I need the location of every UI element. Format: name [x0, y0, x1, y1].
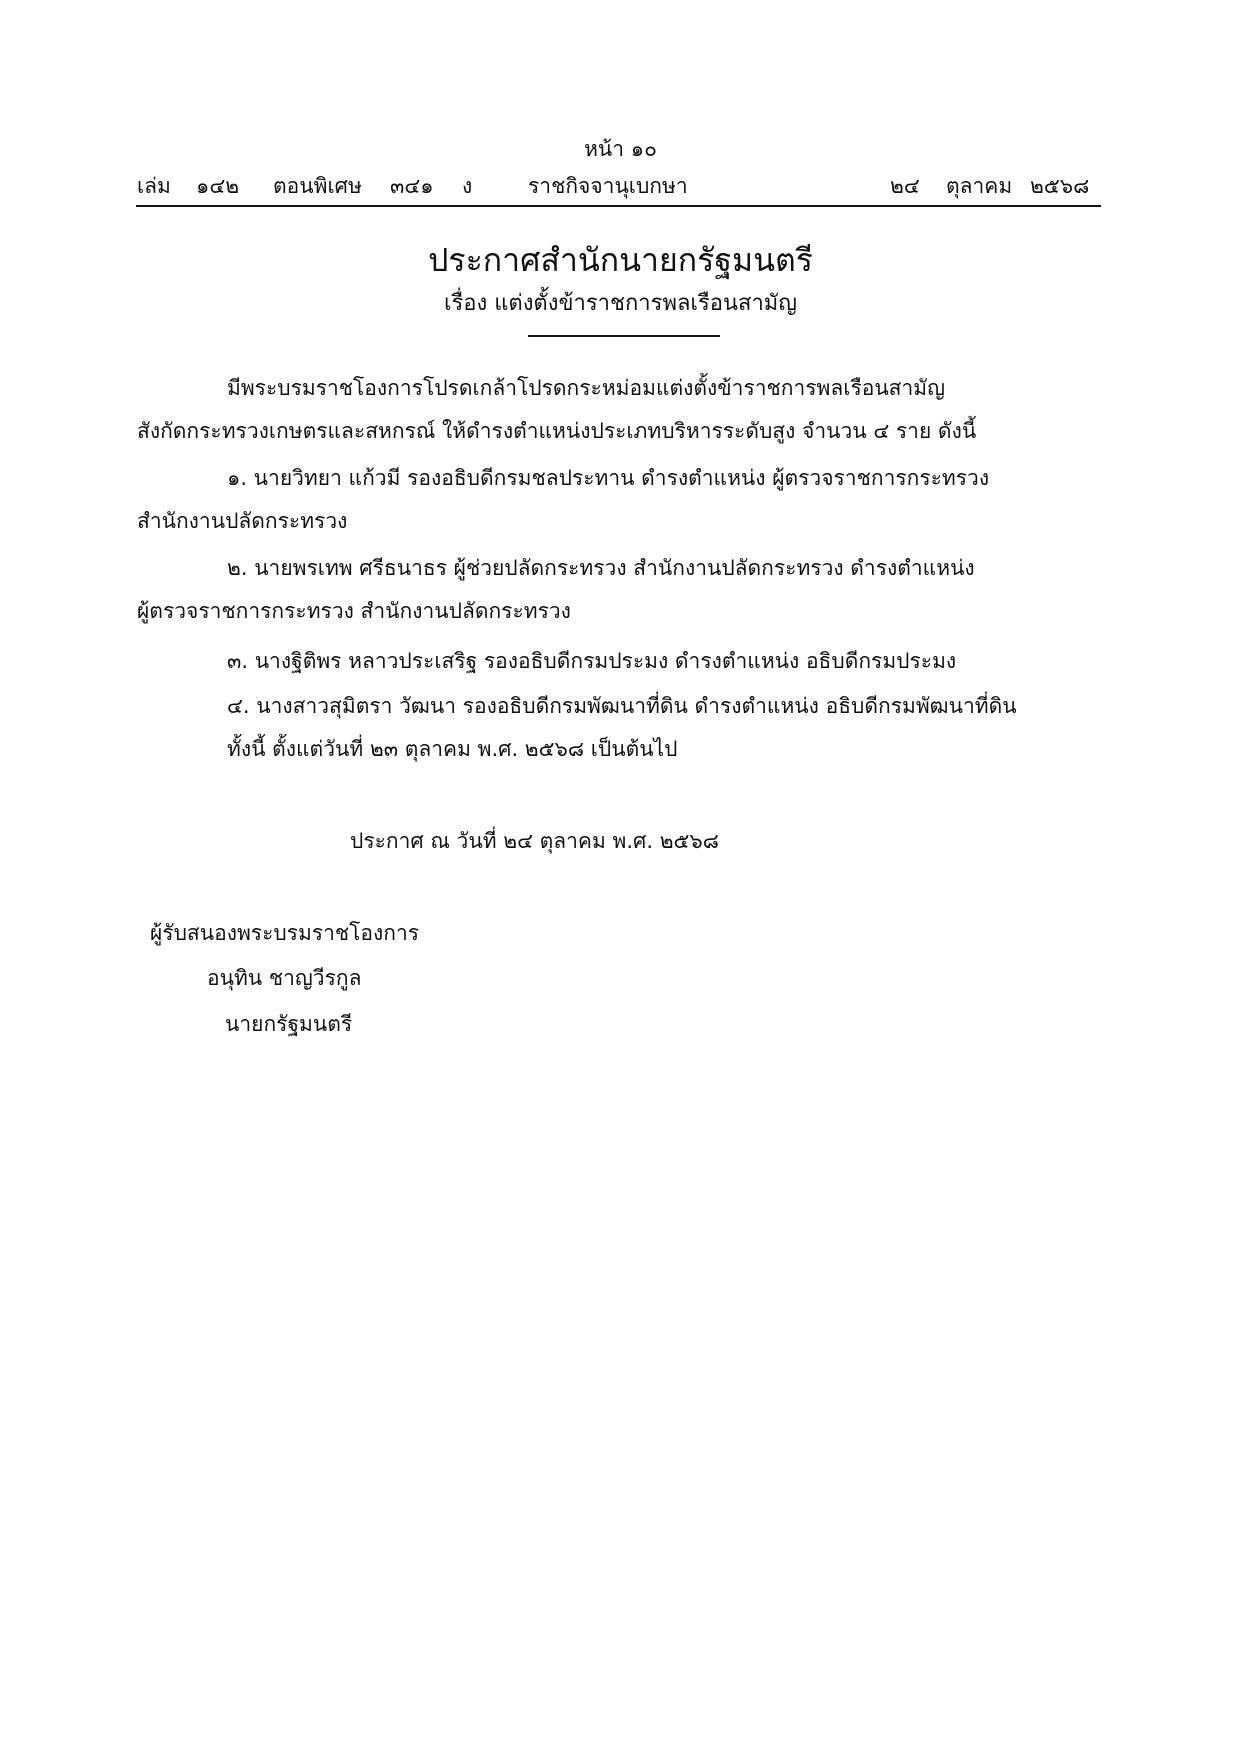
item-2-line-2: ผู้ตรวจราชการกระทรวง สำนักงานปลัดกระทรวง [137, 599, 571, 623]
volume-number: ๑๔๒ [196, 174, 240, 198]
header-divider [136, 205, 1101, 207]
countersign-label: ผู้รับสนองพระบรมราชโองการ [150, 921, 420, 945]
item-2-line-1: ๒. นายพรเทพ ศรีธนาธร ผู้ช่วยปลัดกระทรวง สำนักงานปลัดกระทรวง ดำรงตำแหน่ง [227, 556, 975, 580]
section-letter: ง [462, 174, 473, 198]
document-subject: เรื่อง แต่งตั้งข้าราชการพลเรือนสามัญ [443, 291, 798, 316]
item-1-line-1: ๑. นายวิทยา แก้วมี รองอธิบดีกรมชลประทาน ดำรงตำแหน่ง ผู้ตรวจราชการกระทรวง [227, 466, 990, 490]
volume-label: เล่ม [137, 174, 171, 198]
section-number: ๓๔๑ [390, 174, 434, 198]
header-date-day: ๒๔ [890, 174, 920, 198]
header-date-month: ตุลาคม [946, 174, 1013, 198]
intro-line-2: สังกัดกระทรวงเกษตรและสหกรณ์ ให้ดำรงตำแหน่งประเภทบริหารระดับสูง จำนวน ๔ ราย ดังนี้ [137, 419, 977, 443]
item-4-line-1: ๔. นางสาวสุมิตรา วัฒนา รองอธิบดีกรมพัฒนาที่ดิน ดำรงตำแหน่ง อธิบดีกรมพัฒนาที่ดิน [227, 694, 1017, 718]
section-label: ตอนพิเศษ [273, 174, 362, 198]
item-3-line-1: ๓. นางฐิติพร หลาวประเสริฐ รองอธิบดีกรมประมง ดำรงตำแหน่ง อธิบดีกรมประมง [227, 649, 957, 673]
signer-title: นายกรัฐมนตรี [225, 1012, 353, 1036]
title-divider [528, 335, 720, 337]
publication-name: ราชกิจจานุเบกษา [528, 174, 688, 198]
page-number: หน้า ๑๐ [584, 137, 657, 161]
effective-date: ทั้งนี้ ตั้งแต่วันที่ ๒๓ ตุลาคม พ.ศ. ๒๕๖๘ เป็นต้นไป [227, 737, 678, 761]
item-1-line-2: สำนักงานปลัดกระทรวง [137, 509, 348, 533]
header-date-year: ๒๕๖๘ [1030, 174, 1090, 198]
signer-name: อนุทิน ชาญวีรกูล [207, 966, 362, 990]
document-title: ประกาศสำนักนายกรัฐมนตรี [428, 241, 813, 279]
announcement-date: ประกาศ ณ วันที่ ๒๔ ตุลาคม พ.ศ. ๒๕๖๘ [350, 829, 719, 853]
intro-line-1: มีพระบรมราชโองการโปรดเกล้าโปรดกระหม่อมแต่งตั้งข้าราชการพลเรือนสามัญ [227, 376, 946, 400]
